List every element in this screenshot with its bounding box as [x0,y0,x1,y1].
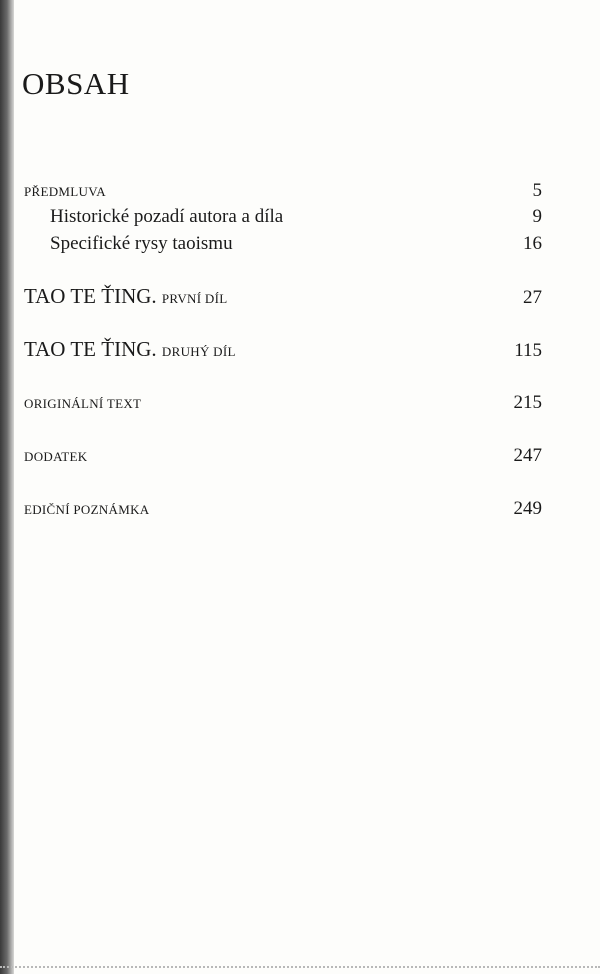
toc-entry [24,337,542,362]
toc-entry [24,180,542,202]
toc-page: 215 [513,392,542,413]
toc-page: 5 [532,180,542,201]
toc-entry [24,445,542,467]
toc-entry [24,206,542,228]
toc-page: 249 [513,498,542,519]
toc-label: ORIGINÁLNÍ TEXT [24,396,142,411]
scan-edge-shadow [0,0,14,974]
toc-label: Historické pozadí autora a díla [50,206,284,227]
scan-bottom-edge [0,966,600,968]
toc-page: 16 [523,233,542,254]
toc-entry [24,284,542,309]
toc-label: Specifické rysy taoismu [50,233,233,254]
toc-label: TAO TE ŤING. [24,337,157,361]
toc-entry [24,498,542,520]
toc-entry [24,392,542,414]
toc-label-suffix: DRUHÝ DÍL [161,344,236,359]
toc-entry [24,233,542,255]
toc-label-suffix: PRVNÍ DÍL [161,291,228,306]
toc-page: 27 [523,287,542,308]
toc-page: 9 [532,206,542,227]
toc-label: EDIČNÍ POZNÁMKA [24,502,150,517]
toc-page: 115 [514,340,542,361]
page-title: OBSAH [22,66,130,101]
toc-label: TAO TE ŤING. [24,284,157,308]
toc-label: PŘEDMLUVA [24,184,106,199]
toc-label: DODATEK [24,449,88,464]
toc-page: 247 [513,445,542,466]
